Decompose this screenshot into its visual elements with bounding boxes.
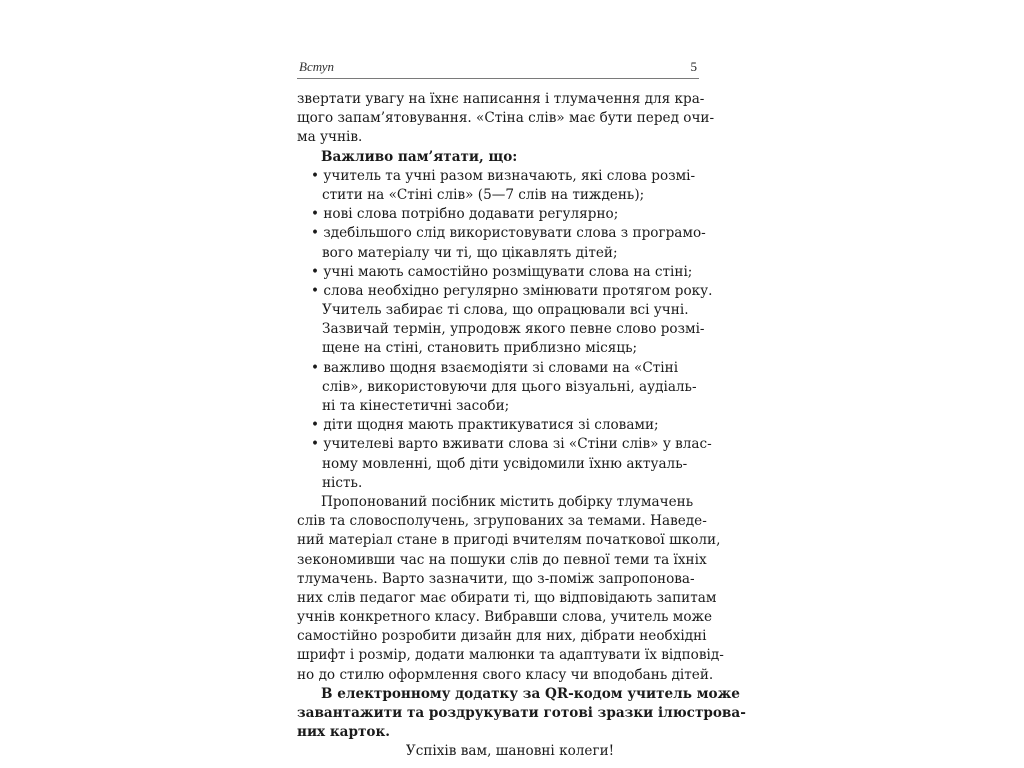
text-line: • учитель та учні разом визначають, які слова розмі-: [311, 167, 696, 184]
text-line: шрифт і розмір, додати малюнки та адаптувати їх відповід-: [297, 647, 724, 664]
body-text: [297, 90, 746, 762]
text-line: тлумачень. Варто зазначити, що з-поміж запропонова-: [297, 570, 695, 587]
text-line: самостійно розробити дизайн для них, дібрати необхідні: [297, 628, 707, 645]
page-number: 5: [690, 59, 697, 74]
text-line: ний матеріал стане в пригоді вчителям початкової школи,: [297, 532, 721, 549]
text-line: слів та словосполучень, згрупованих за темами. Наведе-: [297, 513, 707, 530]
text-line: них слів педагог має обирати ті, що відповідають запитам: [297, 589, 717, 606]
text-line: щене на стіні, становить приблизно місяць;: [322, 340, 638, 357]
text-line: • важливо щодня взаємодіяти зі словами на «Стіні: [311, 359, 679, 376]
text-line: Учитель забирає ті слова, що опрацювали всі учні.: [322, 302, 689, 319]
text-line: Важливо пам’ятати, що:: [321, 148, 518, 165]
text-line: Зазвичай термін, упродовж якого певне слово розмі-: [322, 321, 705, 338]
text-line: слів», використовуючи для цього візуальні, аудіаль-: [322, 378, 697, 395]
text-line: • слова необхідно регулярно змінювати протягом року.: [311, 282, 713, 299]
text-line: завантажити та роздрукувати готові зразки ілюстрова-: [297, 705, 746, 721]
text-line: но до стилю оформлення свого класу чи вподобань дітей.: [297, 666, 714, 683]
text-line: ма учнів.: [297, 129, 363, 146]
text-line: В електронному додатку за QR-кодом учитель може: [321, 685, 740, 702]
text-line: них карток.: [297, 724, 391, 741]
book-page: [297, 52, 746, 760]
running-header: [297, 56, 699, 79]
text-line: учнів конкретного класу. Вибравши слова, учитель може: [297, 609, 713, 626]
text-line: Успіхів вам, шановні колеги!: [405, 743, 615, 760]
text-line: • учителеві варто вживати слова зі «Стіни слів» у влас-: [311, 436, 712, 453]
text-line: ному мовленні, щоб діти усвідомили їхню актуаль-: [322, 455, 688, 472]
text-line: • здебільшого слід використовувати слова з програмо-: [311, 225, 706, 242]
text-line: ні та кінестетичні засоби;: [322, 398, 510, 414]
text-line: ність.: [322, 474, 363, 491]
text-line: • учні мають самостійно розміщувати слова на стіні;: [311, 263, 693, 280]
text-line: щого запам’ятовування. «Стіна слів» має бути перед очи-: [297, 110, 715, 127]
header-section-title: Вступ: [299, 59, 335, 74]
text-line: звертати увагу на їхнє написання і тлумачення для кра-: [297, 91, 705, 107]
text-line: зекономивши час на пошуки слів до певної теми та їхніх: [297, 551, 707, 568]
text-line: • діти щодня мають практикуватися зі словами;: [311, 417, 659, 434]
text-line: Пропонований посібник містить добірку тлумачень: [321, 493, 694, 510]
text-line: вого матеріалу чи ті, що цікавлять дітей;: [322, 244, 618, 261]
text-line: стити на «Стіні слів» (5—7 слів на тиждень);: [322, 186, 645, 203]
text-line: • нові слова потрібно додавати регулярно;: [311, 206, 619, 223]
